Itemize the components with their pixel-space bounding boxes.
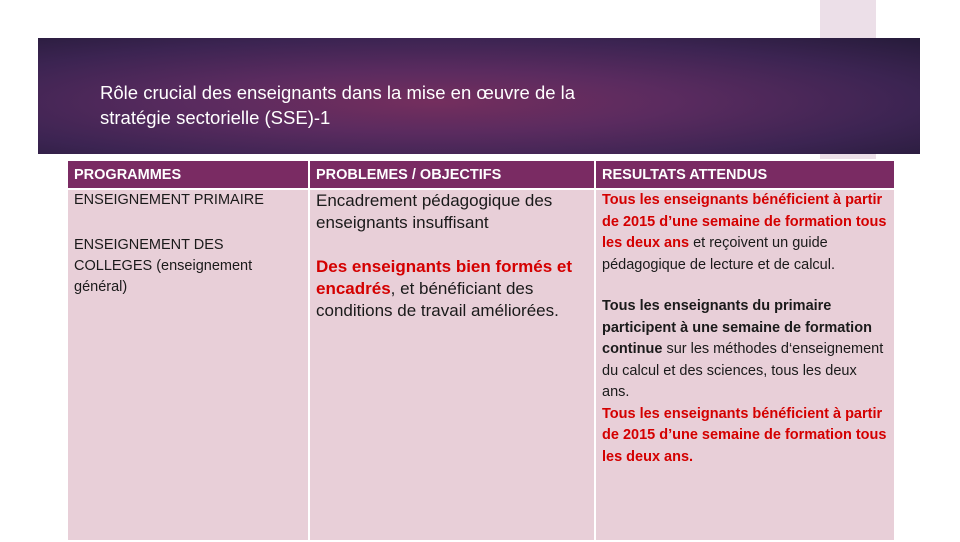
resultat-2	[602, 296, 888, 404]
header-programmes: PROGRAMMES	[67, 160, 309, 189]
page-title	[100, 80, 800, 130]
probleme-encadrement: Encadrement pédagogique des enseignants insuffisant	[316, 191, 553, 232]
header-problemes-objectifs: PROBLEMES / OBJECTIFS	[309, 160, 595, 189]
strategy-table	[66, 159, 896, 542]
page-title-line-1: Rôle crucial des enseignants dans la mise en œuvre de la	[100, 82, 576, 103]
resultat-3: Tous les enseignants bénéficient à partir de 2015 d’une semaine de formation tous les deux ans.	[602, 405, 887, 465]
objectif-formation-rest: , et bénéficiant des conditions de travail améliorées.	[316, 279, 559, 320]
table-header-row	[67, 160, 895, 189]
objectif-formation-highlight: Des enseignants bien formés et encadrés	[316, 257, 573, 298]
cell-resultats	[595, 189, 895, 541]
resultat-2-bold: Tous les enseignants du primaire participent à une semaine de formation continue	[602, 298, 872, 357]
page-title-line-2: stratégie sectorielle (SSE)-1	[100, 107, 331, 128]
header-resultats-attendus: RESULTATS ATTENDUS	[595, 160, 895, 189]
spacer	[602, 276, 888, 296]
spacer	[74, 211, 302, 235]
programme-colleges: ENSEIGNEMENT DES COLLEGES (enseignement général)	[74, 237, 253, 295]
resultat-1-rest: et reçoivent un guide pédagogique de lecture et de calcul.	[602, 235, 835, 273]
resultat-2-rest: sur les méthodes d‘enseignement du calcul et des sciences, tous les deux ans.	[602, 341, 884, 400]
resultat-1-highlight: Tous les enseignants bénéficient à partir de 2015 d’une semaine de formation tous les deux ans	[602, 192, 887, 251]
resultat-1	[602, 190, 888, 276]
cell-problemes	[309, 189, 595, 541]
programme-primaire: ENSEIGNEMENT PRIMAIRE	[74, 192, 264, 208]
spacer	[316, 234, 588, 256]
cell-programmes	[67, 189, 309, 541]
objectif-formation	[316, 256, 588, 322]
table-row	[67, 189, 895, 541]
